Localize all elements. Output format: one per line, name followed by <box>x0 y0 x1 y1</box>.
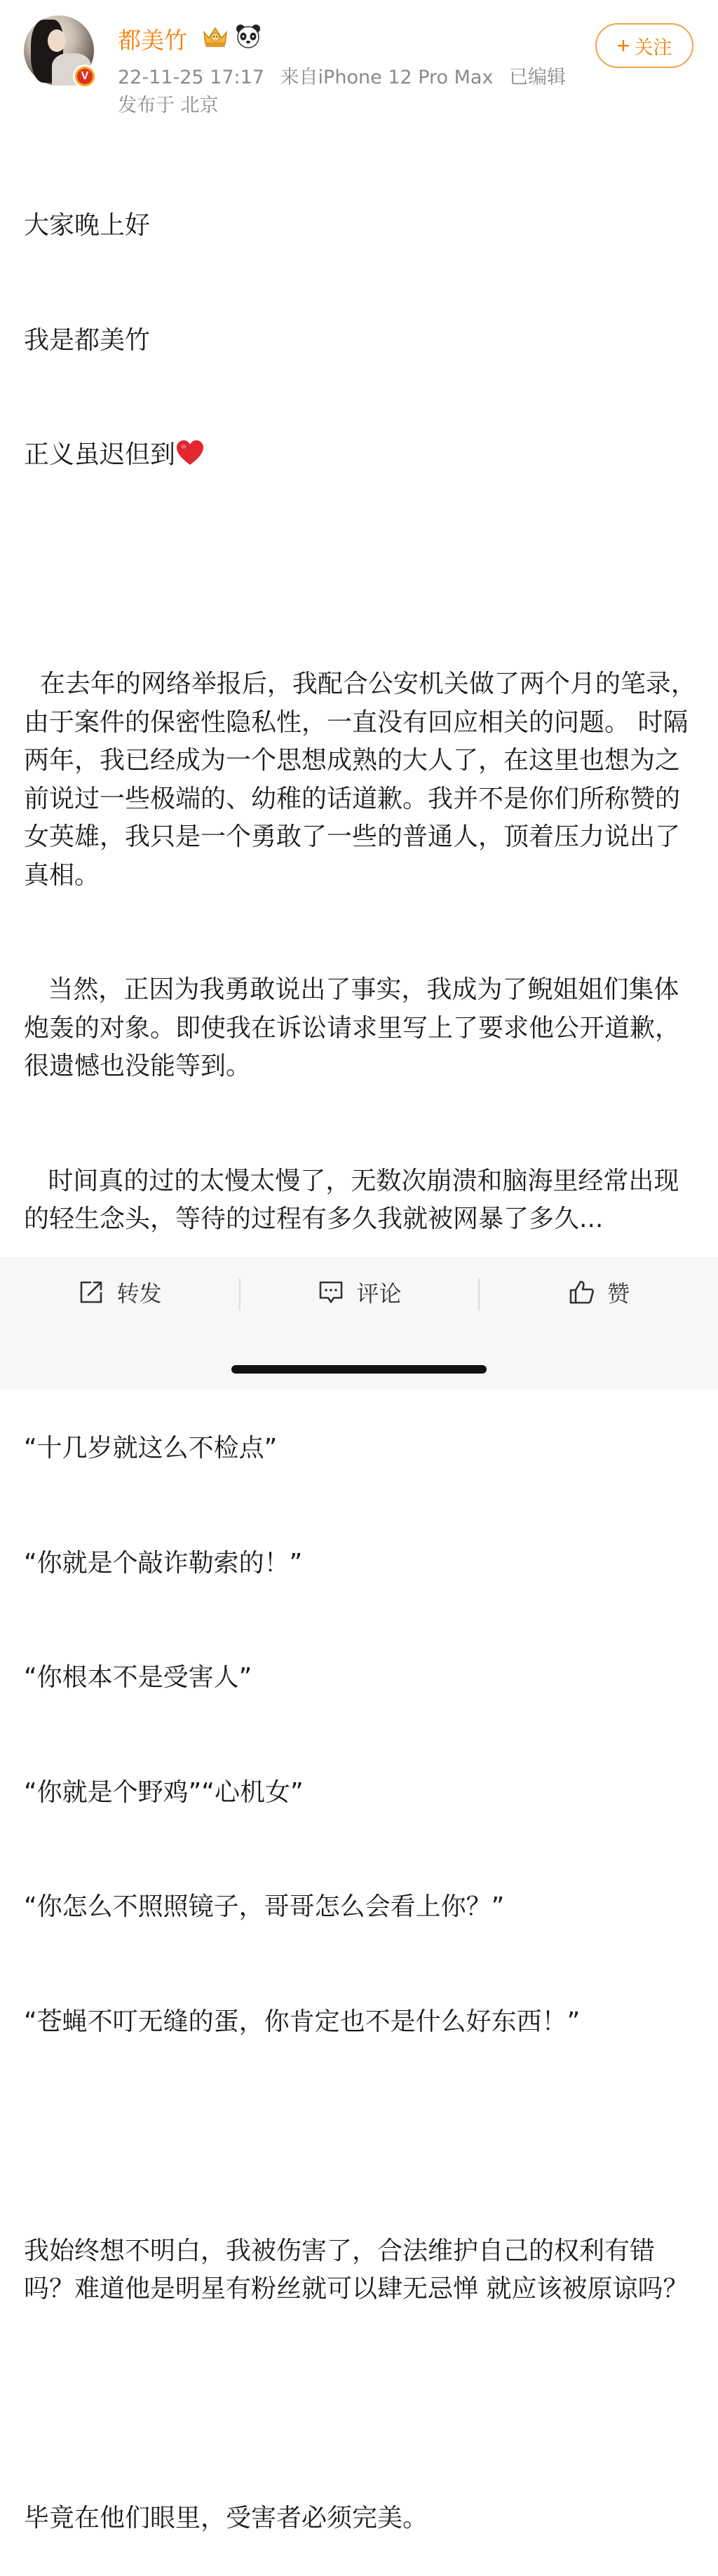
post-meta <box>118 62 576 89</box>
crown-badge-icon[interactable] <box>201 22 230 49</box>
comment-icon <box>317 1278 345 1306</box>
post-quote: “你根本不是受害人” <box>24 1663 252 1692</box>
post-line: 大家晚上好 <box>24 211 151 240</box>
post-line: 正义虽迟但到 <box>24 440 176 469</box>
post-location: 发布于 北京 <box>118 95 219 116</box>
edited-label[interactable]: 已编辑 <box>509 67 567 88</box>
post-paragraph: 时间真的过的太慢太慢了，无数次崩溃和脑海里经常出现的轻生念头，等待的过程有多久我就被网暴了多久... <box>24 1166 679 1233</box>
user-badges <box>201 22 262 49</box>
repost-icon <box>77 1278 105 1306</box>
plus-icon: + <box>616 33 630 58</box>
comment-label: 评论 <box>356 1280 402 1307</box>
post-quote: “你怎么不照照镜子，哥哥怎么会看上你？” <box>24 1892 505 1921</box>
post-header <box>0 0 718 126</box>
post-source[interactable]: 来自iPhone 12 Pro Max <box>280 67 494 88</box>
post-paragraph: 在去年的网络举报后，我配合公安机关做了两个月的笔录，由于案件的保密性隐私性，一直没有回应相关的问题。 时隔两年，我已经成为一个思想成熟的大人了，在这里也想为之前说过一些极端的、幼稚的话道歉。我并不是你们所称赞的女英雄，我只是一个勇敢了一些的普通人，顶着压力说出了真相。 <box>24 670 696 890</box>
avatar[interactable] <box>24 15 94 86</box>
post-line <box>24 2117 697 2156</box>
post-paragraph: 毕竟在他们眼里，受害者必须完美。 <box>24 2504 428 2533</box>
post-line <box>24 2385 697 2424</box>
thumbs-up-icon <box>568 1278 596 1306</box>
post-line-with-heart <box>24 436 697 475</box>
username[interactable]: 都美竹 <box>118 27 187 54</box>
repost-label: 转发 <box>116 1280 162 1307</box>
follow-button[interactable] <box>595 23 693 68</box>
red-heart-icon <box>175 439 205 467</box>
panda-badge-icon[interactable] <box>234 22 262 49</box>
action-bar <box>0 1258 718 1389</box>
verified-icon: V <box>73 65 97 88</box>
post-quote: “十几岁就这么不检点” <box>24 1434 278 1463</box>
post-quote: “你就是个野鸡”“心机女” <box>24 1777 304 1807</box>
post-line <box>24 551 697 590</box>
repost-button[interactable] <box>0 1259 239 1326</box>
like-label: 赞 <box>607 1280 630 1307</box>
comment-button[interactable] <box>241 1259 478 1326</box>
post-quote: “苍蝇不叮无缝的蛋，你肯定也不是什么好东西！” <box>24 2007 581 2036</box>
post-quote: “你就是个敲诈勒索的！” <box>24 1548 303 1578</box>
post-timestamp: 22-11-25 17:17 <box>118 67 264 88</box>
post-paragraph: 我始终想不明白，我被伤害了，合法维护自己的权利有错吗？难道他是明星有粉丝就可以肆无忌惮 就应该被原谅吗？ <box>24 2236 689 2303</box>
like-button[interactable] <box>480 1259 718 1326</box>
follow-label: 关注 <box>634 36 672 58</box>
post-paragraph: 当然，正因为我勇敢说出了事实，我成为了鲵姐姐们集体炮轰的对象。即使我在诉讼请求里写上了要求他公开道歉，很遗憾也没能等到。 <box>24 975 681 1080</box>
home-indicator[interactable] <box>231 1365 487 1374</box>
post-line: 我是都美竹 <box>24 325 151 355</box>
